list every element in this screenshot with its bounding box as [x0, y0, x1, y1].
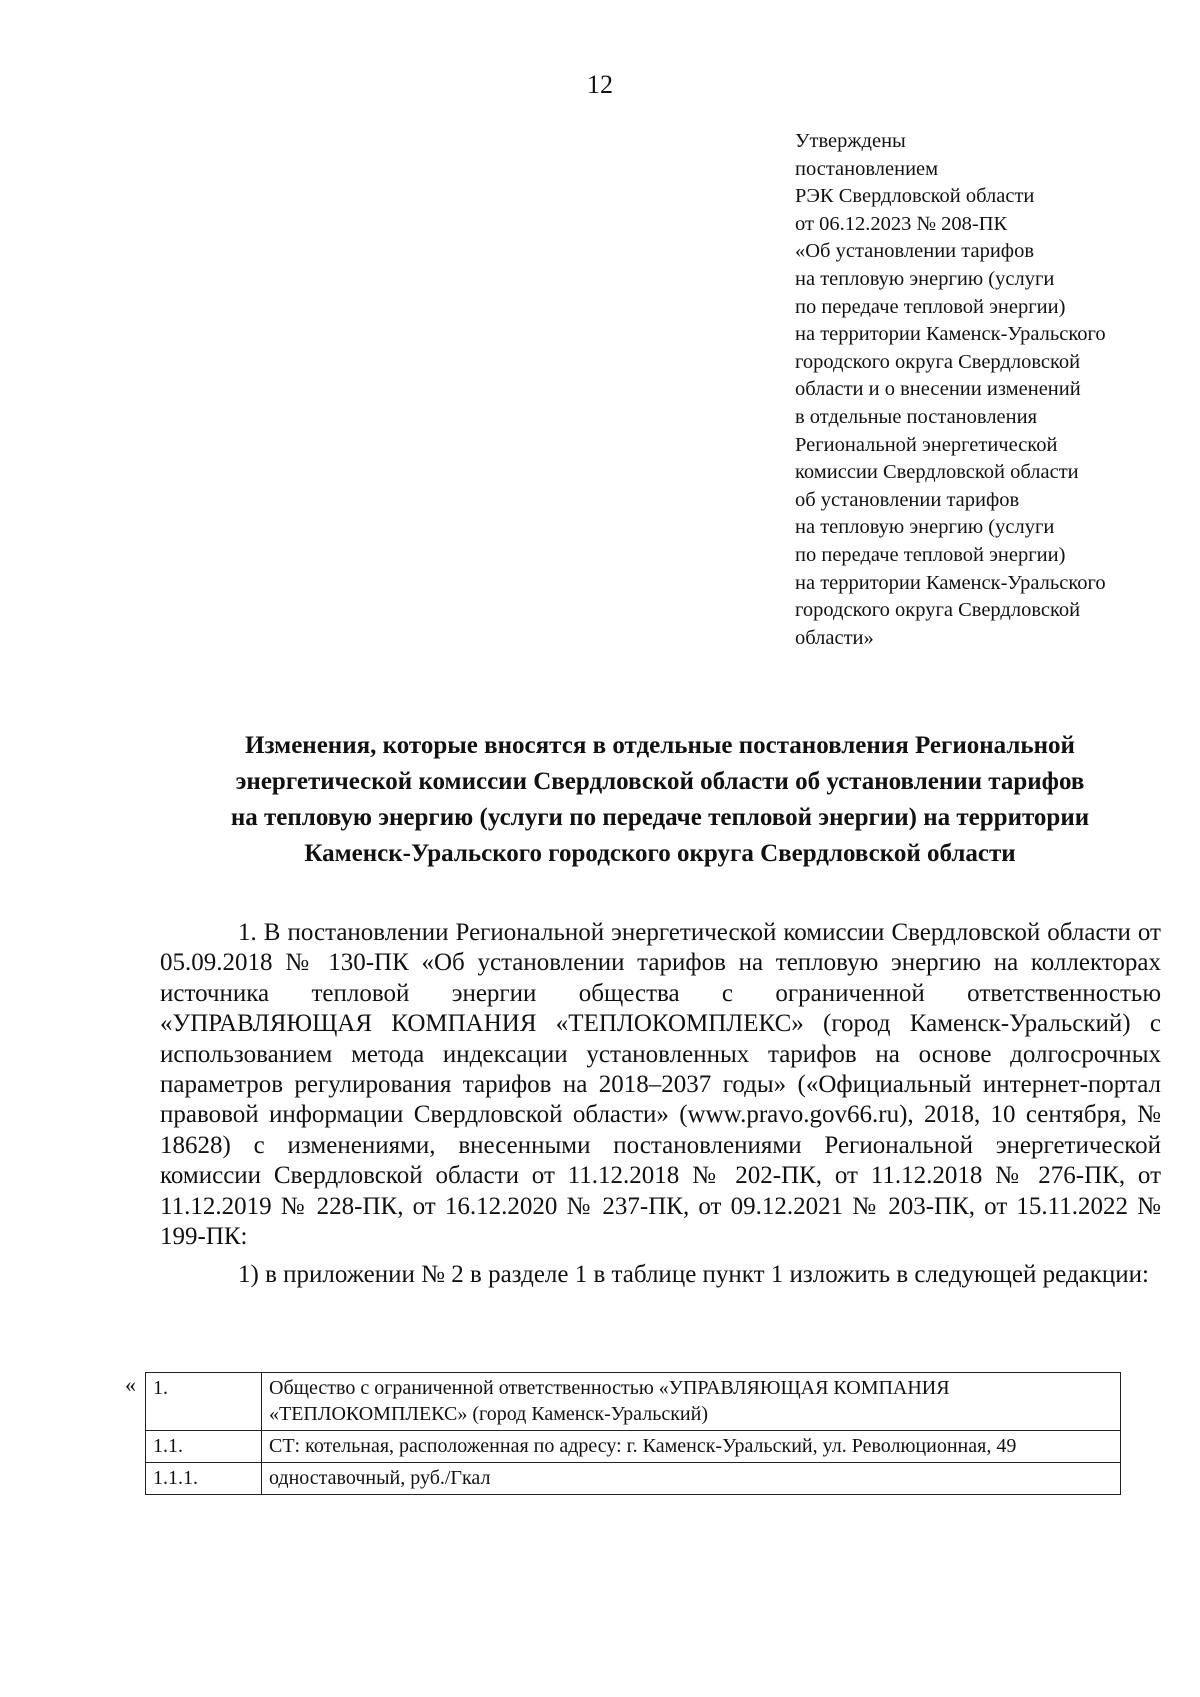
- row-text-cell: Общество с ограниченной ответственностью «УПРАВЛЯЮЩАЯ КОМПАНИЯ «ТЕПЛОКОМПЛЕКС» (город Каменск-Уральский): [262, 1373, 1121, 1431]
- approval-line: в отдельные постановления: [795, 405, 1038, 428]
- table-row: [146, 1463, 1121, 1495]
- approval-line: области»: [795, 626, 874, 649]
- title-line: на тепловую энергию (услуги по передаче тепловой энергии) на территории: [230, 804, 1090, 831]
- approval-line: на тепловую энергию (услуги: [795, 516, 1055, 539]
- tariff-table: [145, 1372, 1121, 1495]
- table-row: [146, 1373, 1121, 1431]
- approval-line: постановлением: [795, 157, 939, 180]
- approval-line: городского округа Свердловской: [795, 599, 1081, 622]
- approval-line: Региональной энергетической: [795, 433, 1058, 456]
- approval-line: городского округа Свердловской: [795, 350, 1081, 373]
- paragraph-1: 1. В постановлении Региональной энергетической комиссии Свердловской области от 05.09.2018 № 130-ПК «Об установлении тарифов на тепловую энергию на коллекторах источника тепловой энергии общества с ограниченной ответственностью «УПРАВЛЯЮЩАЯ КОМПАНИЯ «ТЕПЛОКОМПЛЕКС» (город Каменск-Уральский) с использованием метода индексации установленных тарифов на основе долгосрочных параметров регулирования тарифов на 2018–2037 годы» («Официальный интернет-портал правовой информации Свердловской области» (www.pravo.gov66.ru), 2018, 10 сентября, № 18628) с изменениями, внесенными постановлениями Региональной энергетической комиссии Свердловской области от 11.12.2018 № 202-ПК, от 11.12.2018 № 276-ПК, от 11.12.2019 № 228-ПК, от 16.12.2020 № 237-ПК, от 09.12.2021 № 203-ПК, от 15.11.2022 № 199-ПК:: [160, 919, 1161, 1251]
- approval-line: об установлении тарифов: [795, 488, 1020, 511]
- title-line: Изменения, которые вносятся в отдельные постановления Региональной: [245, 732, 1075, 759]
- approval-line: на территории Каменск-Уральского: [795, 571, 1106, 594]
- title-line: энергетической комиссии Свердловской области об установлении тарифов: [235, 768, 1085, 795]
- paragraph-2: 1) в приложении № 2 в разделе 1 в таблице пункт 1 изложить в следующей редакции:: [238, 1261, 1149, 1289]
- document-title: [160, 728, 1160, 872]
- row-number-cell: 1.1.: [146, 1431, 262, 1463]
- page-number: 12: [587, 70, 613, 99]
- approval-line: от 06.12.2023 № 208-ПК: [795, 212, 1008, 235]
- approval-line: по передаче тепловой энергии): [795, 543, 1066, 566]
- approval-line: комиссии Свердловской области: [795, 461, 1079, 484]
- approval-line: по передаче тепловой энергии): [795, 295, 1066, 318]
- approval-line: РЭК Свердловской области: [795, 185, 1035, 208]
- approval-line: области и о внесении изменений: [795, 378, 1081, 401]
- approval-line: Утверждены: [795, 130, 906, 152]
- row-number-cell: 1.: [146, 1373, 262, 1431]
- approval-line: на территории Каменск-Уральского: [795, 323, 1106, 346]
- row-number-cell: 1.1.1.: [146, 1463, 262, 1495]
- approval-line: «Об установлении тарифов: [795, 240, 1035, 263]
- title-line: Каменск-Уральского городского округа Свердловской области: [304, 840, 1016, 867]
- row-text-cell: СТ: котельная, расположенная по адресу: г. Каменск-Уральский, ул. Революционная, 49: [262, 1431, 1121, 1463]
- document-body: [160, 918, 1161, 1291]
- approval-block: [795, 128, 1175, 652]
- opening-quote-mark: «: [125, 1372, 136, 1397]
- approval-line: на тепловую энергию (услуги: [795, 267, 1055, 290]
- table-row: [146, 1431, 1121, 1463]
- row-text-cell: одноставочный, руб./Гкал: [262, 1463, 1121, 1495]
